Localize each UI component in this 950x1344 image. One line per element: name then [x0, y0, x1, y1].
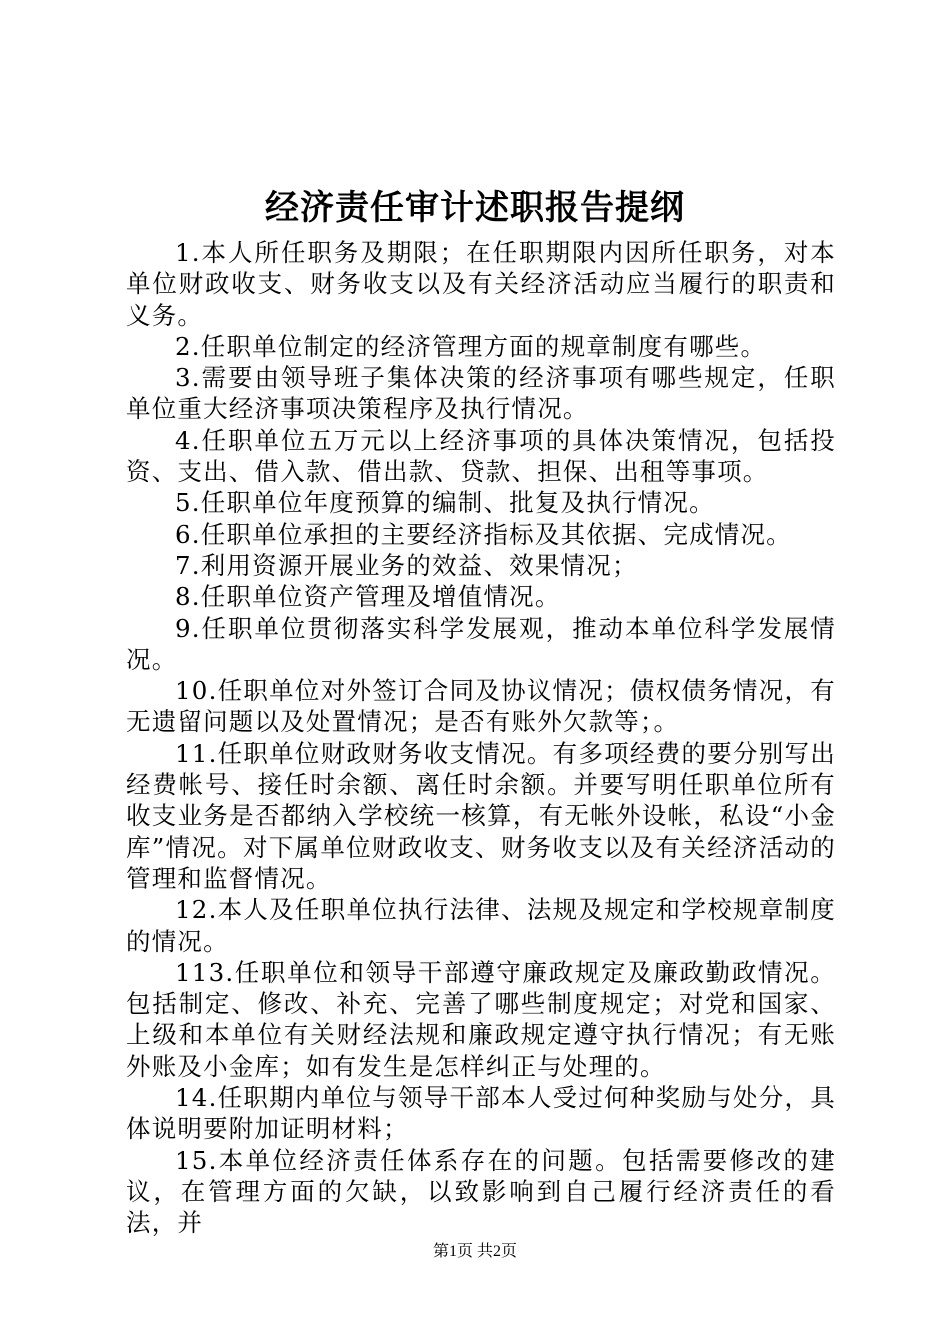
- paragraph-11: 11.任职单位财政财务收支情况。有多项经费的要分别写出经费帐号、接任时余额、离任时余额。并要写明任职单位所有收支业务是否都纳入学校统一核算，有无帐外设帐，私设“小金库”情况。对下属单位财政收支、财务收支以及有关经济活动的管理和监督情况。: [126, 738, 836, 893]
- paragraph-6: 6.任职单位承担的主要经济指标及其依据、完成情况。: [175, 519, 792, 549]
- paragraph-15: 15.本单位经济责任体系存在的问题。包括需要修改的建议，在管理方面的欠缺，以致影响到自己履行经济责任的看法，并: [126, 1145, 836, 1238]
- page-title: 经济责任审计述职报告提纲: [265, 188, 685, 228]
- paragraph-10: 10.任职单位对外签订合同及协议情况；债权债务情况，有无遗留问题以及处置情况；是否有账外欠款等；。: [126, 676, 836, 737]
- paragraph-13: 113.任职单位和领导干部遵守廉政规定及廉政勤政情况。包括制定、修改、补充、完善了哪些制度规定；对党和国家、上级和本单位有关财经法规和廉政规定遵守执行情况；有无账外账及小金库；如有发生是怎样纠正与处理的。: [126, 957, 836, 1081]
- paragraph-12: 12.本人及任职单位执行法律、法规及规定和学校规章制度的情况。: [126, 895, 836, 956]
- paragraph-1: 1.本人所任职务及期限；在任职期限内因所任职务，对本单位财政收支、财务收支以及有关经济活动应当履行的职责和义务。: [126, 238, 836, 330]
- paragraph-9: 9.任职单位贯彻落实科学发展观，推动本单位科学发展情况。: [126, 613, 836, 674]
- paragraph-2: 2.任职单位制定的经济管理方面的规章制度有哪些。: [175, 331, 767, 361]
- paragraph-5: 5.任职单位年度预算的编制、批复及执行情况。: [175, 488, 715, 518]
- paragraph-4: 4.任职单位五万元以上经济事项的具体决策情况，包括投资、支出、借入款、借出款、贷款、担保、出租等事项。: [126, 425, 836, 487]
- paragraph-8: 8.任职单位资产管理及增值情况。: [175, 582, 561, 612]
- paragraph-3: 3.需要由领导班子集体决策的经济事项有哪些规定，任职单位重大经济事项决策程序及执行情况。: [126, 363, 836, 424]
- paragraph-7: 7.利用资源开展业务的效益、效果情况；: [175, 550, 638, 580]
- page-number-footer: 第1页 共2页: [432, 1243, 517, 1260]
- document-body: [126, 237, 836, 1239]
- paragraph-14: 14.任职期内单位与领导干部本人受过何种奖励与处分，具体说明要附加证明材料；: [126, 1083, 836, 1144]
